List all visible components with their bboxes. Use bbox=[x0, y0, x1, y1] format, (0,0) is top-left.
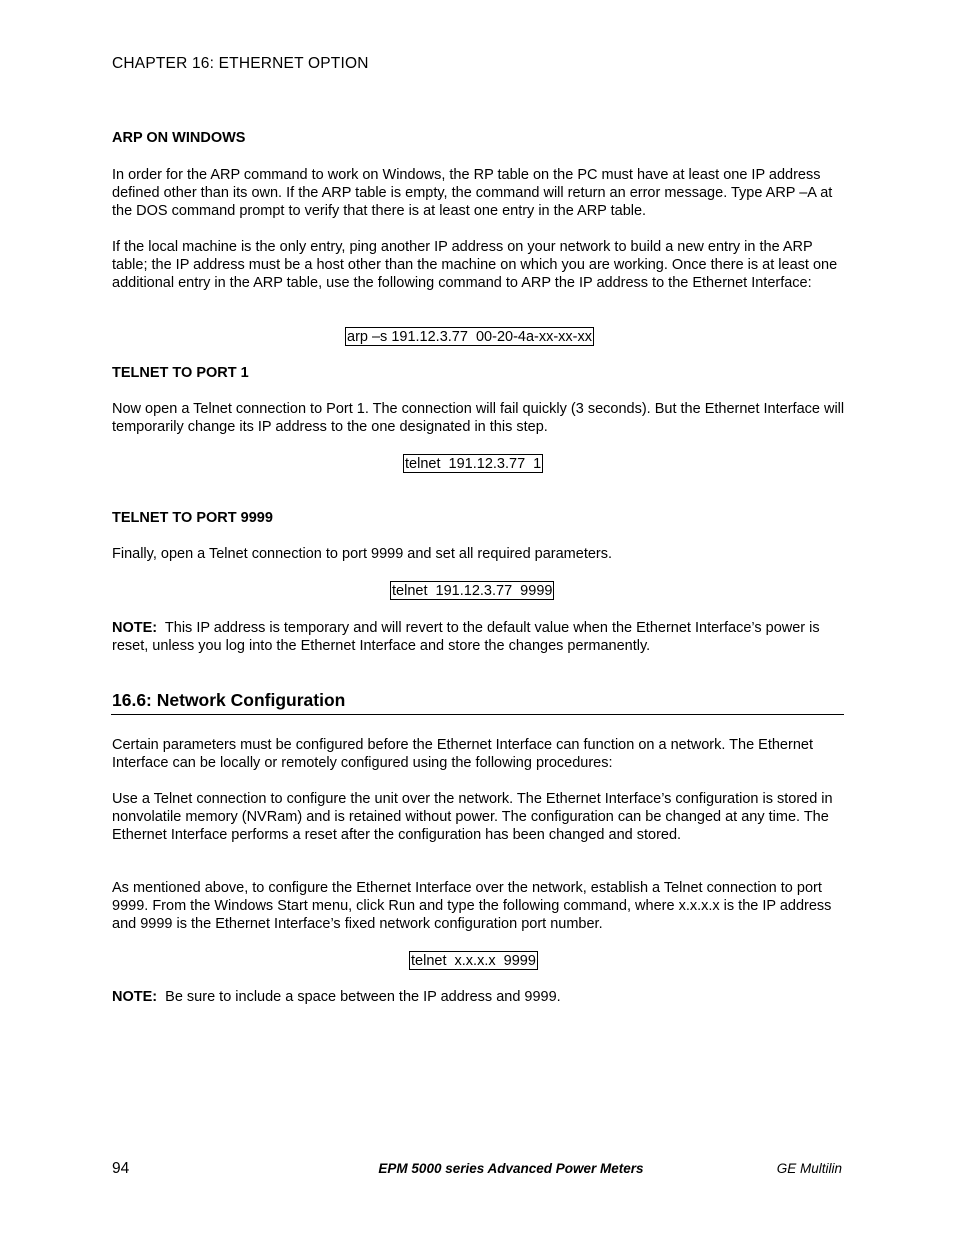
footer-company: GE Multilin bbox=[776, 1161, 842, 1176]
arp-command-box: arp –s 191.12.3.77 00-20-4a-xx-xx-xx bbox=[347, 329, 593, 345]
note-text: Be sure to include a space between the IP address and 9999. bbox=[165, 989, 561, 1005]
network-paragraph-1: Certain parameters must be configured before the Ethernet Interface can function on a network. The Ethernet Interface can be locally or remotely configured using the following procedures: bbox=[112, 737, 813, 771]
network-paragraph-3: As mentioned above, to configure the Ethernet Interface over the network, establish a Telnet connection to port 9999. From the Windows Start menu, click Run and type the following command, where x.x.x.x is the IP address and 9999 is the Ethernet Interface’s fixed network configuration port number. bbox=[112, 880, 832, 932]
page-number: 94 bbox=[112, 1160, 130, 1177]
telnet-port9999-paragraph: Finally, open a Telnet connection to port 9999 and set all required parameters. bbox=[112, 546, 613, 562]
note-label: NOTE: bbox=[112, 620, 158, 636]
arp-heading: ARP ON WINDOWS bbox=[112, 130, 246, 146]
network-paragraph-2: Use a Telnet connection to configure the unit over the network. The Ethernet Interface’s configuration is stored in nonvolatile memory (NVRam) and is retained without power. The configuration can be changed at any time. The Ethernet Interface performs a reset after the configuration has been changed and stored. bbox=[112, 791, 833, 843]
telnet-port1-command-box: telnet 191.12.3.77 1 bbox=[405, 456, 542, 472]
telnet-port9999-command-box: telnet 191.12.3.77 9999 bbox=[392, 583, 553, 599]
telnet-port1-heading: TELNET TO PORT 1 bbox=[112, 365, 249, 381]
telnet-port1-paragraph: Now open a Telnet connection to Port 1. The connection will fail quickly (3 seconds). But the Ethernet Interface will temporarily change its IP address to the one designated in this step. bbox=[112, 401, 845, 435]
network-command-box: telnet x.x.x.x 9999 bbox=[411, 953, 536, 969]
note-space bbox=[112, 988, 847, 1006]
note-text: This IP address is temporary and will revert to the default value when the Ethernet Interface’s power is reset, unless you log into the Ethernet Interface and store the changes permanently. bbox=[112, 620, 820, 654]
telnet-port9999-heading: TELNET TO PORT 9999 bbox=[112, 510, 273, 526]
note-temporary-ip bbox=[112, 619, 847, 655]
footer-title: EPM 5000 series Advanced Power Meters bbox=[378, 1161, 644, 1176]
section-title: 16.6: Network Configuration bbox=[112, 690, 346, 710]
arp-paragraph-1: In order for the ARP command to work on Windows, the RP table on the PC must have at least one IP address defined other than its own. If the ARP table is empty, the command will return an error message. Type ARP –A at the DOS command prompt to verify that there is at least one entry in the ARP table. bbox=[112, 167, 833, 219]
note-label: NOTE: bbox=[112, 989, 158, 1005]
arp-paragraph-2: If the local machine is the only entry, ping another IP address on your network to build a new entry in the ARP table; the IP address must be a host other than the machine on which you are working. Once there is at least one additional entry in the ARP table, use the following command to ARP the IP address to the Ethernet Interface: bbox=[112, 239, 838, 291]
chapter-header: CHAPTER 16: ETHERNET OPTION bbox=[112, 55, 369, 72]
section-divider bbox=[111, 714, 844, 715]
